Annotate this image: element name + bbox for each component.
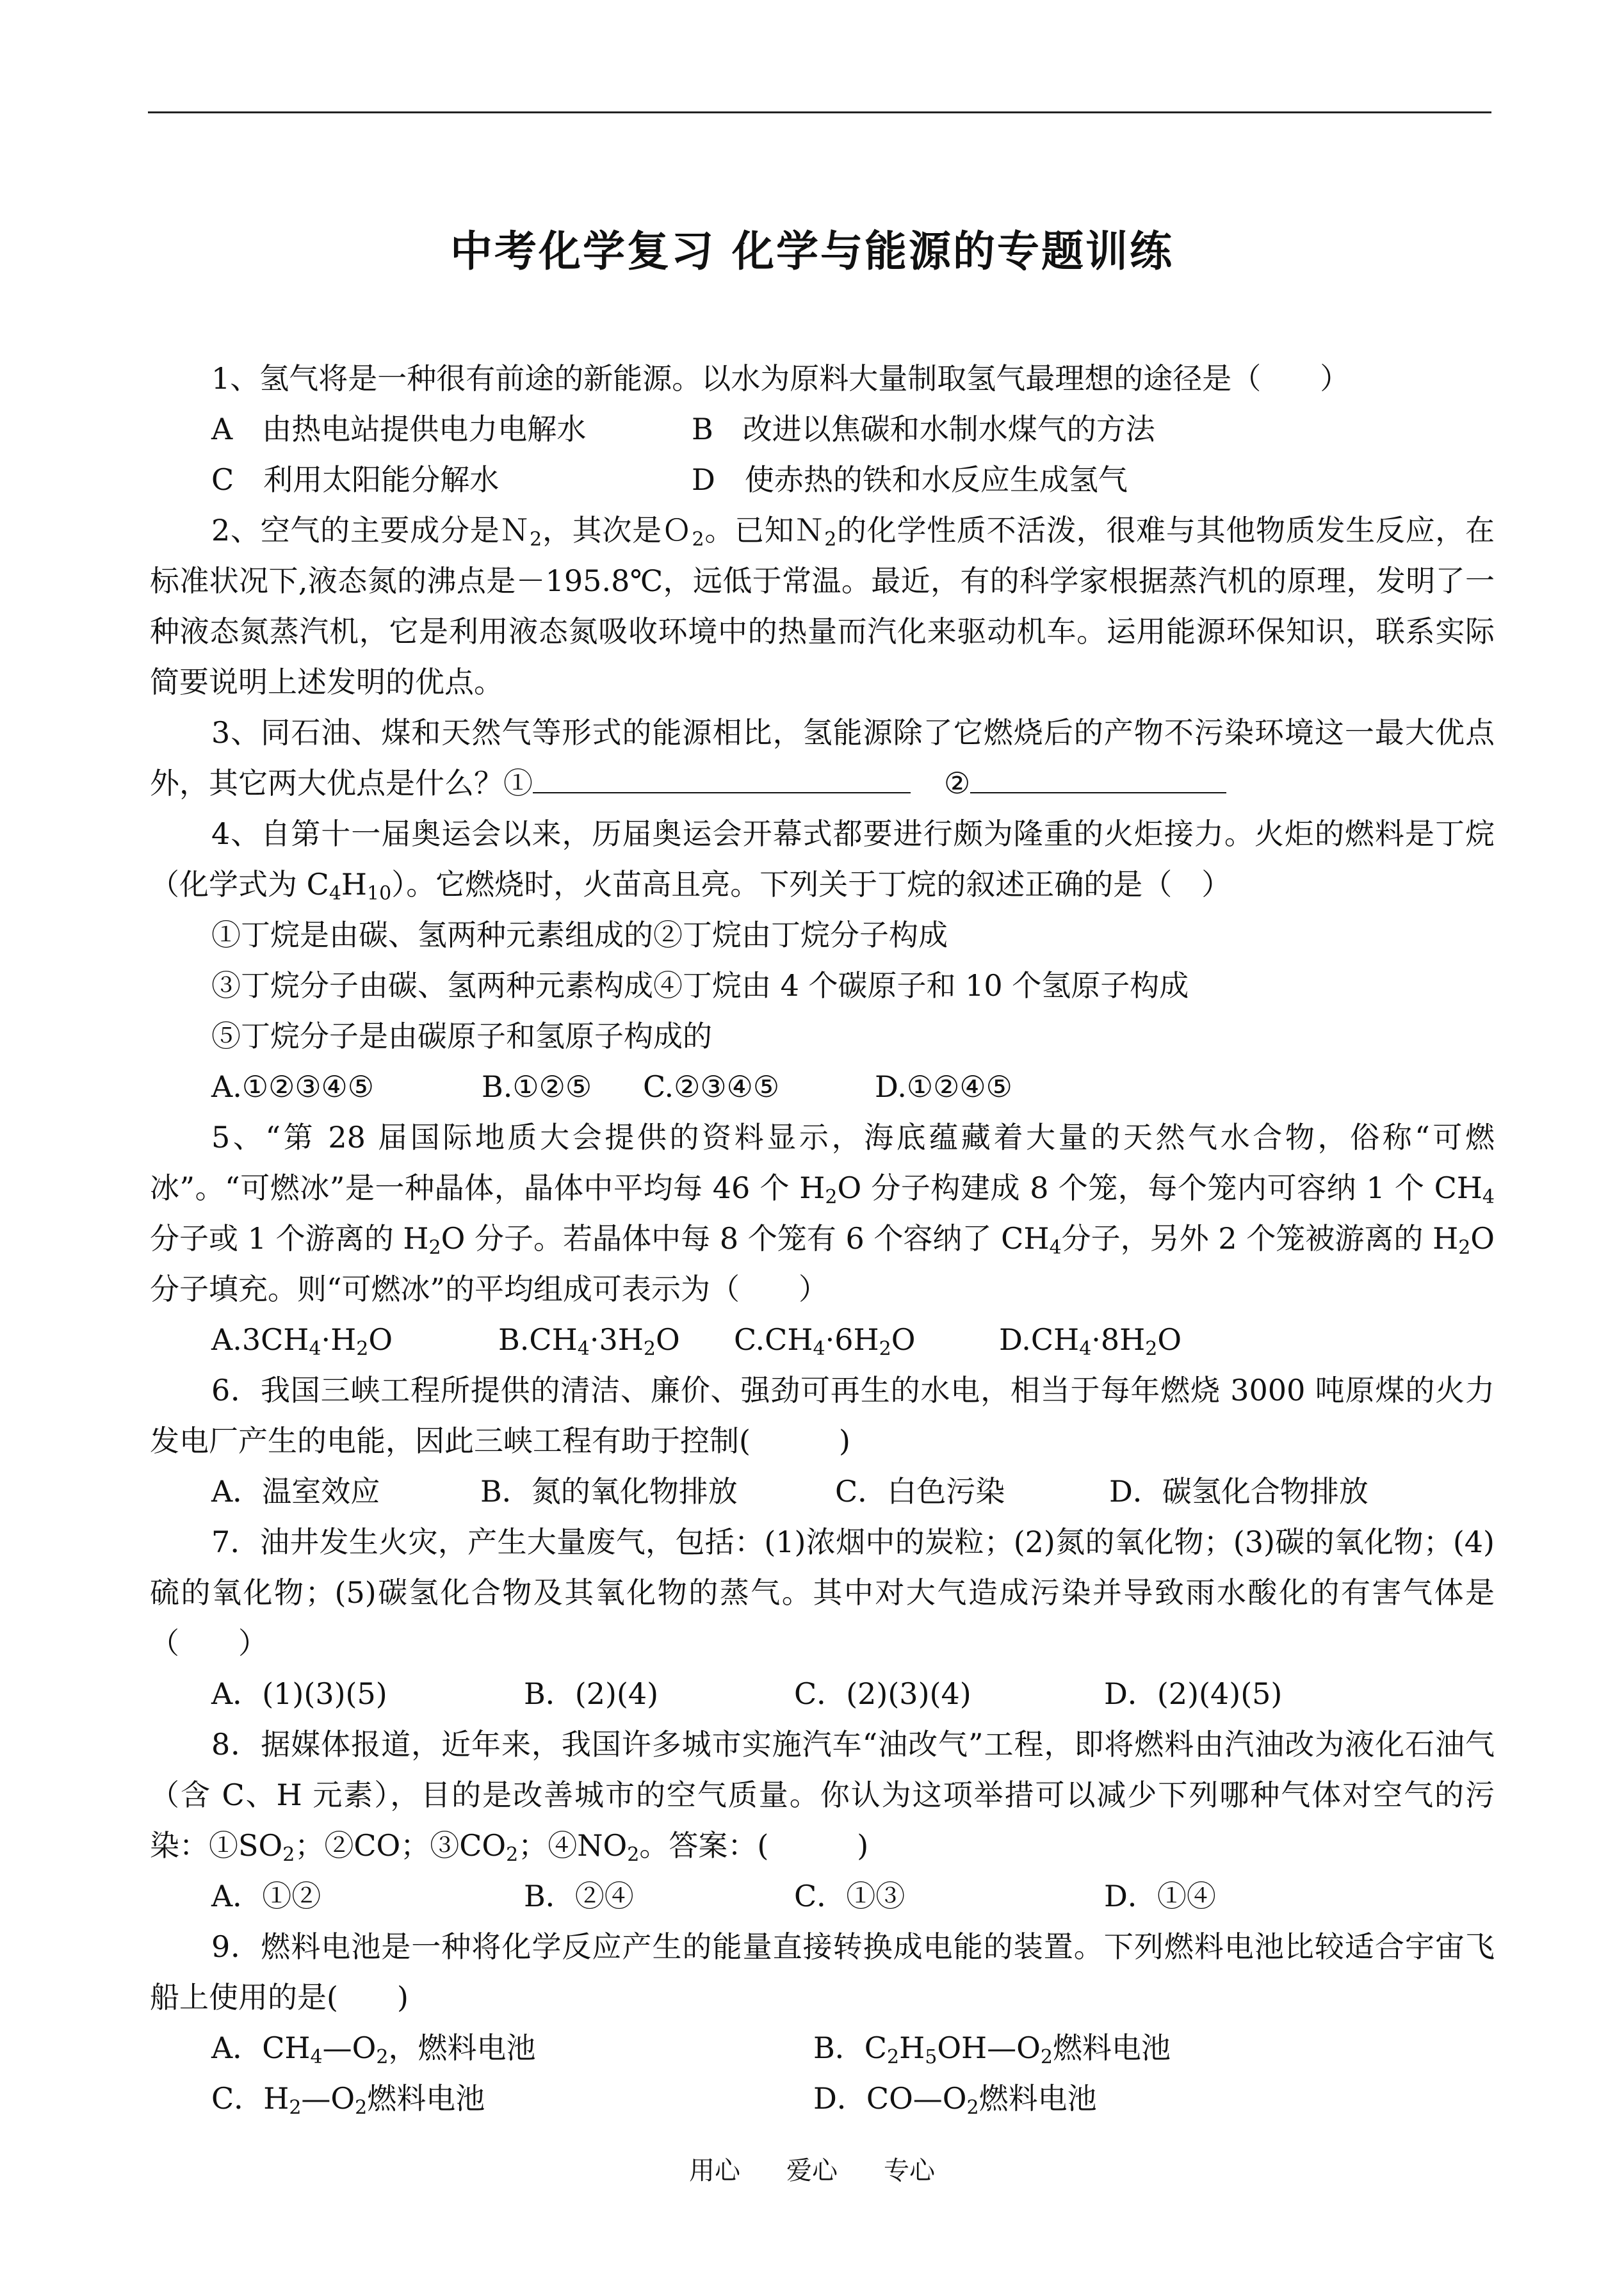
question-8-stem: 8．据媒体报道，近年来，我国许多城市实施汽车“油改气”工程，即将燃料由汽油改为液化石油气（含 C、H 元素），目的是改善城市的空气质量。你认为这项举措可以减少下列哪种气体对空气的污染：$①SO_2$；②CO；$③CO_2$；$④NO_2$。答案：( ) <box>150 1727 1495 1866</box>
question-7-options <box>150 1669 1495 1719</box>
page-title: 中考化学复习 化学与能源的专题训练 <box>450 227 1174 276</box>
statement-line-3: ⑤丁烷分子是由碳原子和氢原子构成的 <box>211 1019 712 1053</box>
question-7-stem: 7．油井发生火灾，产生大量废气，包括：(1)浓烟中的炭粒；(2)氮的氧化物；(3)碳的氧化物；(4)硫的氧化物；(5)碳氢化合物及其氧化物的蒸气。其中对大气造成污染并导致雨水酸化的有害气体是（ ） <box>150 1525 1495 1660</box>
question-5-options <box>150 1315 1495 1365</box>
answer-blank-1[interactable] <box>533 766 911 793</box>
header-rule <box>148 111 1491 113</box>
option-c[interactable]: C．白色污染 <box>835 1474 1005 1509</box>
option-c[interactable]: C.②③④⑤ <box>643 1069 780 1104</box>
statement-line-2: ③丁烷分子由碳、氢两种元素构成④丁烷由 4 个碳原子和 10 个氢原子构成 <box>211 968 1189 1003</box>
option-a[interactable]: A．①② <box>211 1879 321 1913</box>
question-4-options <box>150 1062 1495 1112</box>
option-c[interactable]: $C.CH_4\cdot 6H_2O$ <box>734 1322 916 1360</box>
option-c[interactable]: C．$H_2—O_2$燃料电池 <box>211 2081 485 2119</box>
option-c[interactable]: C 利用太阳能分解水 <box>211 462 499 497</box>
question-6-stem: 6．我国三峡工程所提供的清洁、廉价、强劲可再生的水电，相当于每年燃烧 3000 吨原煤的火力发电厂产生的电能，因此三峡工程有助于控制( ) <box>150 1373 1495 1458</box>
question-1-options-row2 <box>150 455 1495 505</box>
option-b[interactable]: $B.CH_4\cdot 3H_2O$ <box>498 1322 680 1360</box>
option-a[interactable]: A.①②③④⑤ <box>211 1069 375 1104</box>
option-a[interactable]: A．$CH_4—O_2$，燃料电池 <box>211 2031 536 2068</box>
option-d[interactable]: $D.CH_4\cdot 8H_2O$ <box>999 1322 1182 1360</box>
option-d[interactable]: D．碳氢化合物排放 <box>1109 1474 1368 1509</box>
question-8-options <box>150 1871 1495 1922</box>
question-9-options-row2 <box>150 2073 1495 2124</box>
footer-text-2: 爱心 <box>786 2156 838 2186</box>
option-a[interactable]: A．(1)(3)(5) <box>211 1676 387 1711</box>
option-b[interactable]: B．(2)(4) <box>524 1676 659 1711</box>
question-4-stem: 4、自第十一届奥运会以来，历届奥运会开幕式都要进行颇为隆重的火炬接力。火炬的燃料是丁烷（化学式为 $C_4H_{10}$）。它燃烧时，火苗高且亮。下列关于丁烷的叙述正确的是（ ） <box>150 816 1495 905</box>
option-d[interactable]: D.①②④⑤ <box>875 1069 1012 1104</box>
question-1-stem: 1、氢气将是一种很有前途的新能源。以水为原料大量制取氢气最理想的途径是（ ） <box>211 361 1350 396</box>
question-9-options-row1 <box>150 2023 1495 2073</box>
question-2: 2、空气的主要成分是Ｎ$_2$，其次是Ｏ$_2$。已知Ｎ$_2$的化学性质不活泼，很难与其他物质发生反应，在标准状况下,液态氮的沸点是－195.8℃，远低于常温。最近，有的科学家根据蒸汽机的原理，发明了一种液态氮蒸汽机，它是利用液态氮吸收环境中的热量而汽化来驱动机车。运用能源环保知识，联系实际简要说明上述发明的优点。 <box>150 513 1495 699</box>
footer-text-1: 用心 <box>689 2156 740 2186</box>
page-footer <box>0 2152 1624 2190</box>
option-b[interactable]: B 改进以焦碳和水制水煤气的方法 <box>692 412 1155 446</box>
footer-text-3: 专心 <box>884 2156 935 2186</box>
option-c[interactable]: C．①③ <box>794 1879 905 1913</box>
option-c[interactable]: C．(2)(3)(4) <box>794 1676 971 1711</box>
question-5-stem: 5、“第 28 届国际地质大会提供的资料显示，海底蕴藏着大量的天然气水合物，俗称“可燃冰”。“可燃冰”是一种晶体，晶体中平均每 46 个 $H_2O$ 分子构建成 8 个笼，每个笼内可容纳 1 个 $CH_4$分子或 1 个游离的 $H_2O$ 分子。若晶体中每 8 个笼有 6 个容纳了 $CH_4$分子，另外 2 个笼被游离的 $H_2O$ 分子填充。则“可燃冰”的平均组成可表示为（ ） <box>150 1120 1495 1306</box>
option-a[interactable]: A 由热电站提供电力电解水 <box>211 412 587 446</box>
option-d[interactable]: D．$CO—O_2$燃料电池 <box>813 2081 1097 2119</box>
question-1-options-row1 <box>150 404 1495 455</box>
option-a[interactable]: $A.3CH_4\cdot H_2O$ <box>211 1322 393 1360</box>
option-d[interactable]: D 使赤热的铁和水反应生成氢气 <box>692 462 1128 497</box>
answer-blank-2[interactable] <box>970 766 1226 793</box>
question-6-options <box>150 1466 1495 1517</box>
statement-line-1: ①丁烷是由碳、氢两种元素组成的②丁烷由丁烷分子构成 <box>211 918 948 952</box>
option-b[interactable]: B．氮的氧化物排放 <box>480 1474 738 1509</box>
option-b[interactable]: B．$C_2H_5OH—O_2$燃料电池 <box>813 2031 1171 2068</box>
option-b[interactable]: B.①②⑤ <box>482 1069 592 1104</box>
question-list <box>150 353 1495 2124</box>
option-a[interactable]: A．温室效应 <box>211 1474 380 1509</box>
question-9-stem: 9．燃料电池是一种将化学反应产生的能量直接转换成电能的装置。下列燃料电池比较适合宇宙飞船上使用的是( ) <box>150 1929 1495 2015</box>
question-3: 3、同石油、煤和天然气等形式的能源相比，氢能源除了它燃烧后的产物不污染环境这一最大优点外，其它两大优点是什么？① ② <box>150 715 1495 800</box>
option-b[interactable]: B．②④ <box>524 1879 634 1913</box>
option-d[interactable]: D．(2)(4)(5) <box>1104 1676 1283 1711</box>
option-d[interactable]: D．①④ <box>1104 1879 1216 1913</box>
